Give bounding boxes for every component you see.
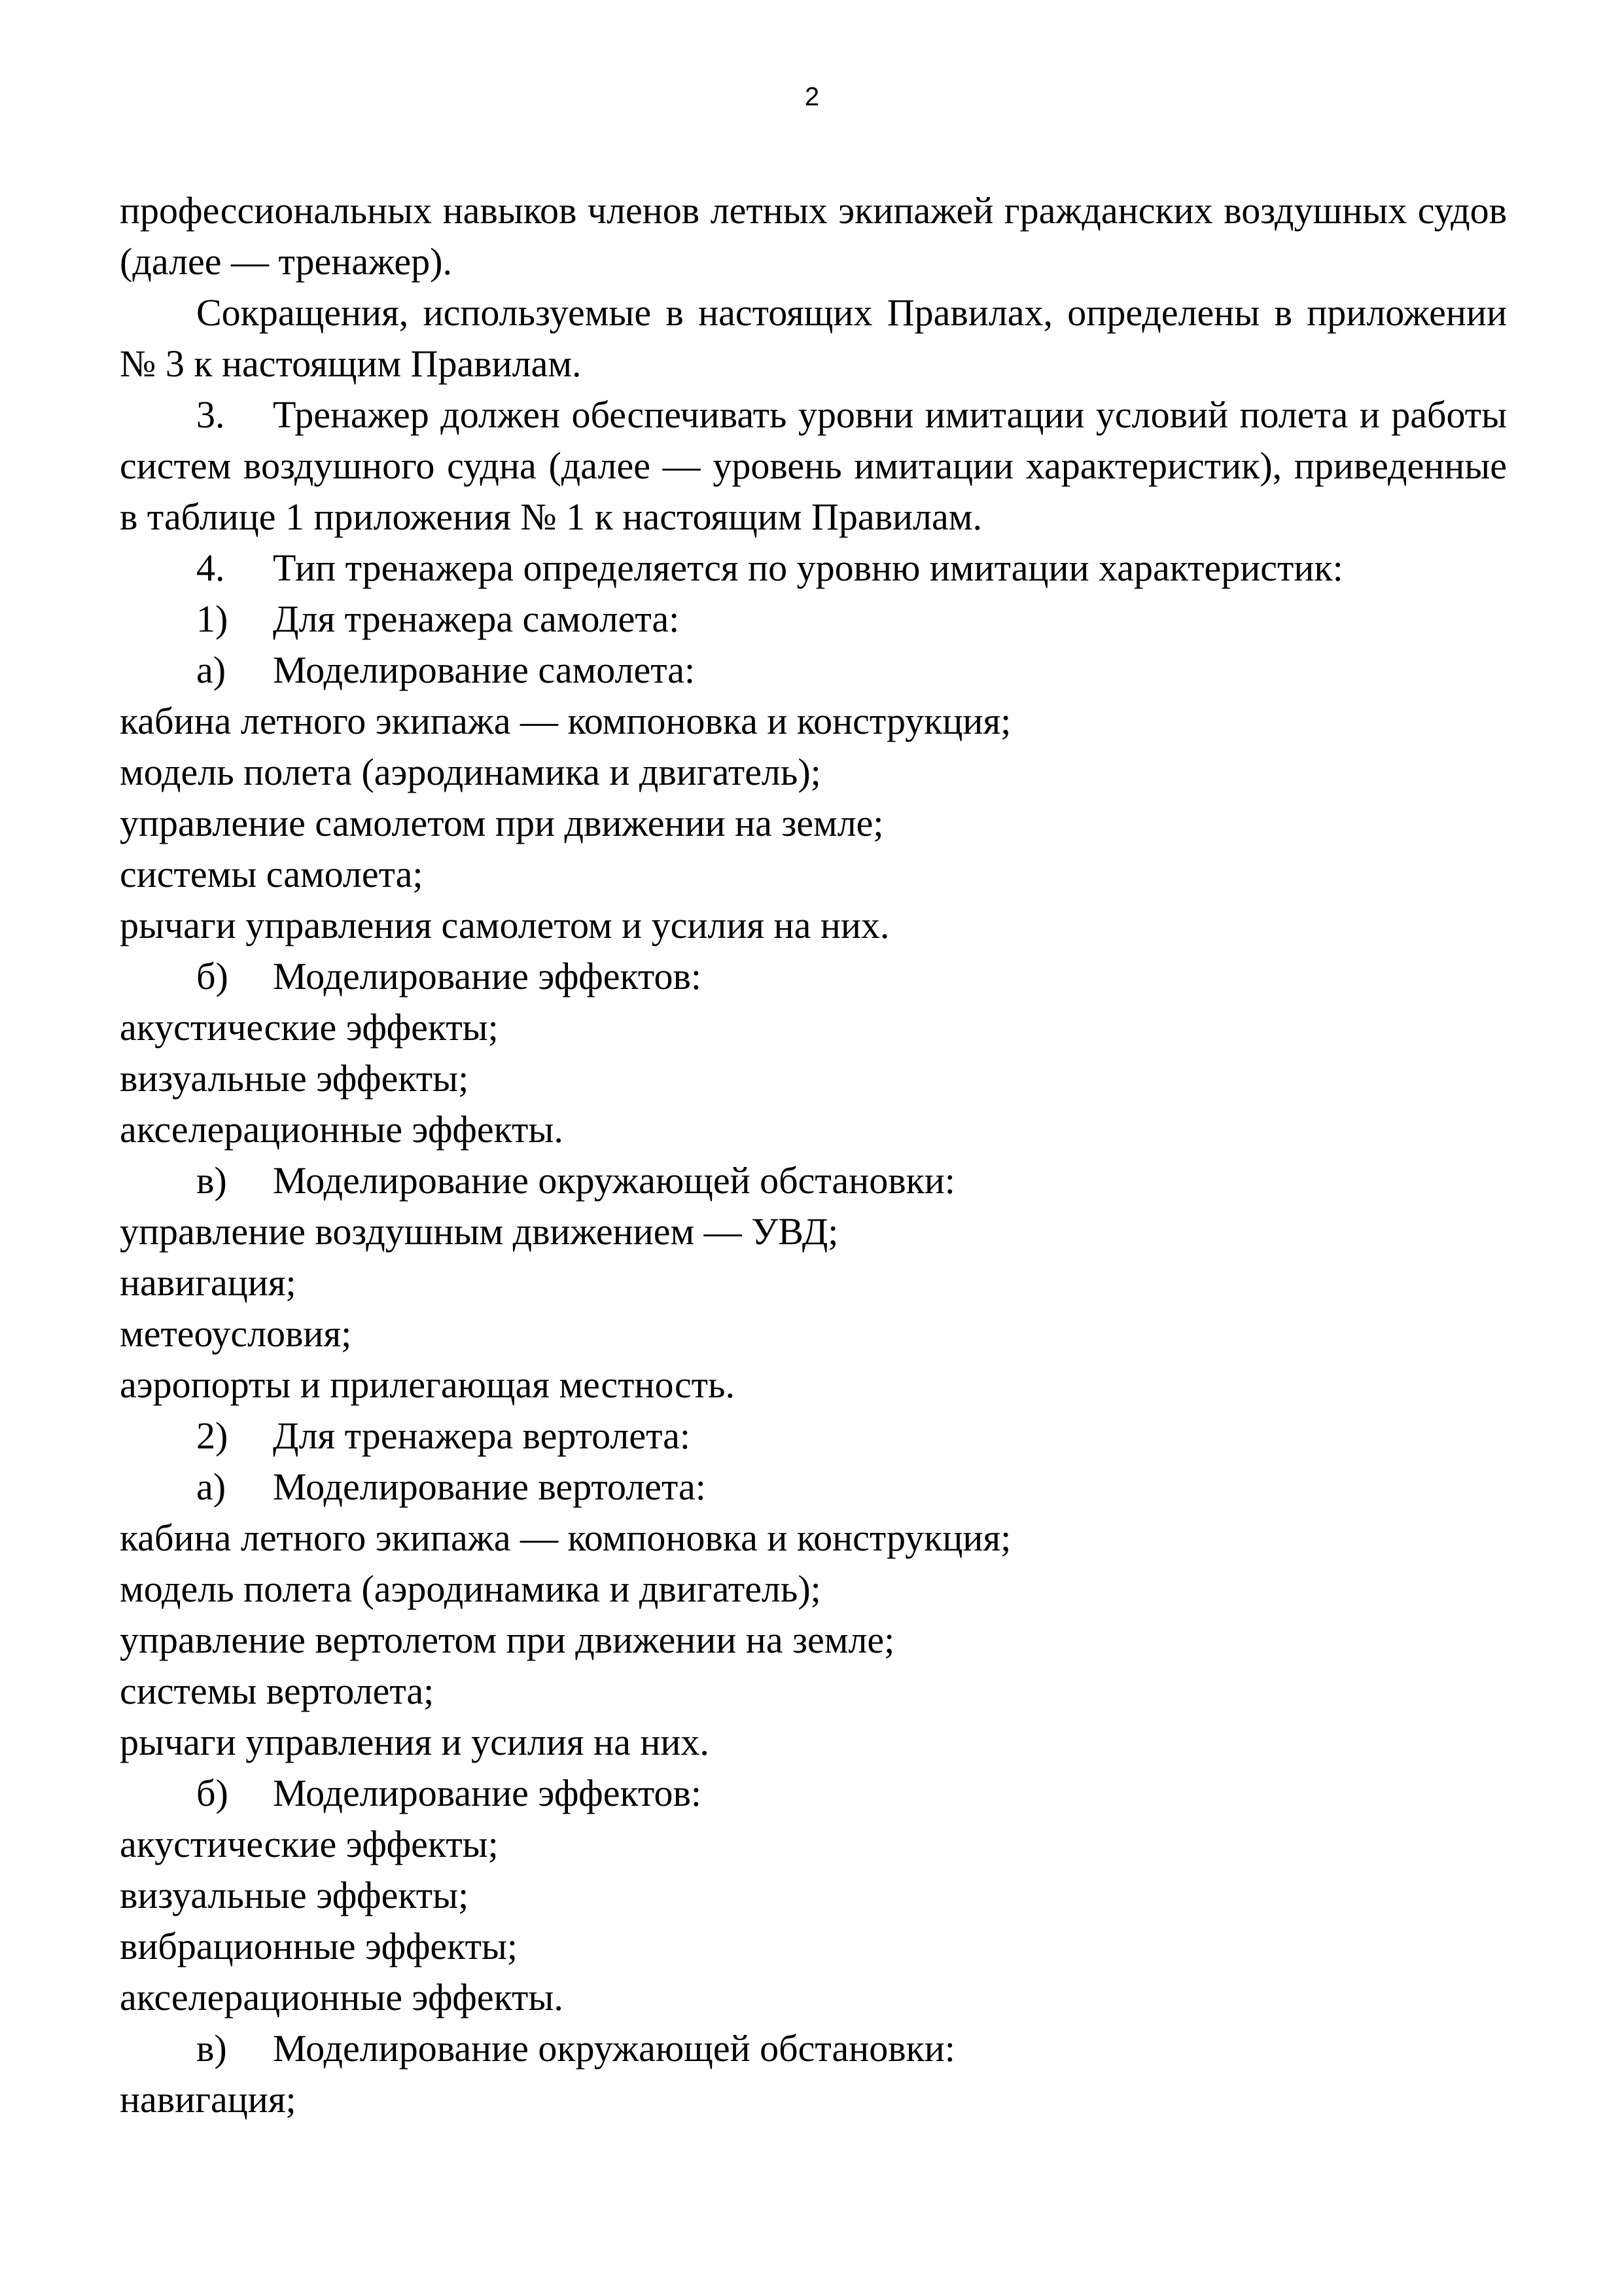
subclause-letter: а) <box>196 649 226 691</box>
text-line: систем воздушного судна (далее — уровень имитации характеристик), приведенные <box>120 444 1507 487</box>
clause-3 <box>120 389 1507 440</box>
list-item: системы самолета; <box>120 853 423 895</box>
subclause-2a <box>120 1462 1507 1513</box>
subclause-letter: а) <box>196 1465 226 1508</box>
text-line: (далее — тренажер). <box>120 240 452 283</box>
page-number: 2 <box>804 82 820 111</box>
clause-text: Тренажер должен обеспечивать уровни имитации условий полета и работы <box>273 393 1507 436</box>
list-item: акселерационные эффекты. <box>120 1976 563 2018</box>
subclause-letter: б) <box>196 955 228 997</box>
subclause-number: 1) <box>196 598 228 640</box>
subclause-1a <box>120 645 1507 696</box>
list-item: модель полета (аэродинамика и двигатель); <box>120 751 821 793</box>
list-item: модель полета (аэродинамика и двигатель); <box>120 1568 821 1610</box>
list-item: акустические эффекты; <box>120 1823 499 1865</box>
list-item: управление воздушным движением — УВД; <box>120 1210 839 1253</box>
subclause-1 <box>120 594 1507 645</box>
list-item: визуальные эффекты; <box>120 1874 469 1916</box>
subclause-letter: б) <box>196 1772 228 1814</box>
text-line: в таблице 1 приложения № 1 к настоящим Правилам. <box>120 495 982 538</box>
subclause-2v <box>120 2023 1507 2074</box>
clause-4 <box>120 543 1507 594</box>
list-item: навигация; <box>120 1261 296 1304</box>
clause-number: 3. <box>196 393 225 436</box>
subclause-1v <box>120 1155 1507 1206</box>
list-item: системы вертолета; <box>120 1670 434 1712</box>
list-item: навигация; <box>120 2078 296 2121</box>
subclause-text: Для тренажера вертолета: <box>273 1414 690 1457</box>
subclause-text: Моделирование эффектов: <box>273 1772 701 1814</box>
subclause-letter: в) <box>196 2027 227 2070</box>
subclause-text: Моделирование окружающей обстановки: <box>273 2027 955 2070</box>
subclause-text: Моделирование вертолета: <box>273 1465 706 1508</box>
subclause-text: Моделирование эффектов: <box>273 955 701 997</box>
list-item: рычаги управления и усилия на них. <box>120 1721 709 1763</box>
list-item: рычаги управления самолетом и усилия на них. <box>120 904 890 946</box>
subclause-letter: в) <box>196 1159 227 1202</box>
document-body <box>120 185 1507 2125</box>
subclause-text: Моделирование окружающей обстановки: <box>273 1159 955 1202</box>
clause-text: Тип тренажера определяется по уровню имитации характеристик: <box>273 547 1343 589</box>
text-line: № 3 к настоящим Правилам. <box>120 342 582 385</box>
list-item: кабина летного экипажа — компоновка и конструкция; <box>120 1516 1012 1559</box>
list-item: метеоусловия; <box>120 1312 352 1355</box>
text-line: Сокращения, используемые в настоящих Правилах, определены в приложении <box>196 291 1507 334</box>
list-item: кабина летного экипажа — компоновка и конструкция; <box>120 700 1012 742</box>
text-line: профессиональных навыков членов летных экипажей гражданских воздушных судов <box>120 189 1507 232</box>
list-item: акустические эффекты; <box>120 1006 499 1049</box>
list-item: визуальные эффекты; <box>120 1057 469 1100</box>
subclause-2 <box>120 1410 1507 1462</box>
subclause-text: Моделирование самолета: <box>273 649 696 691</box>
subclause-text: Для тренажера самолета: <box>273 598 680 640</box>
subclause-2b <box>120 1768 1507 1819</box>
list-item: аэропорты и прилегающая местность. <box>120 1363 735 1406</box>
subclause-1b <box>120 951 1507 1002</box>
clause-number: 4. <box>196 547 225 589</box>
list-item: управление самолетом при движении на земле; <box>120 802 884 844</box>
subclause-number: 2) <box>196 1414 228 1457</box>
list-item: вибрационные эффекты; <box>120 1925 518 1967</box>
list-item: управление вертолетом при движении на земле; <box>120 1619 895 1661</box>
list-item: акселерационные эффекты. <box>120 1108 563 1151</box>
